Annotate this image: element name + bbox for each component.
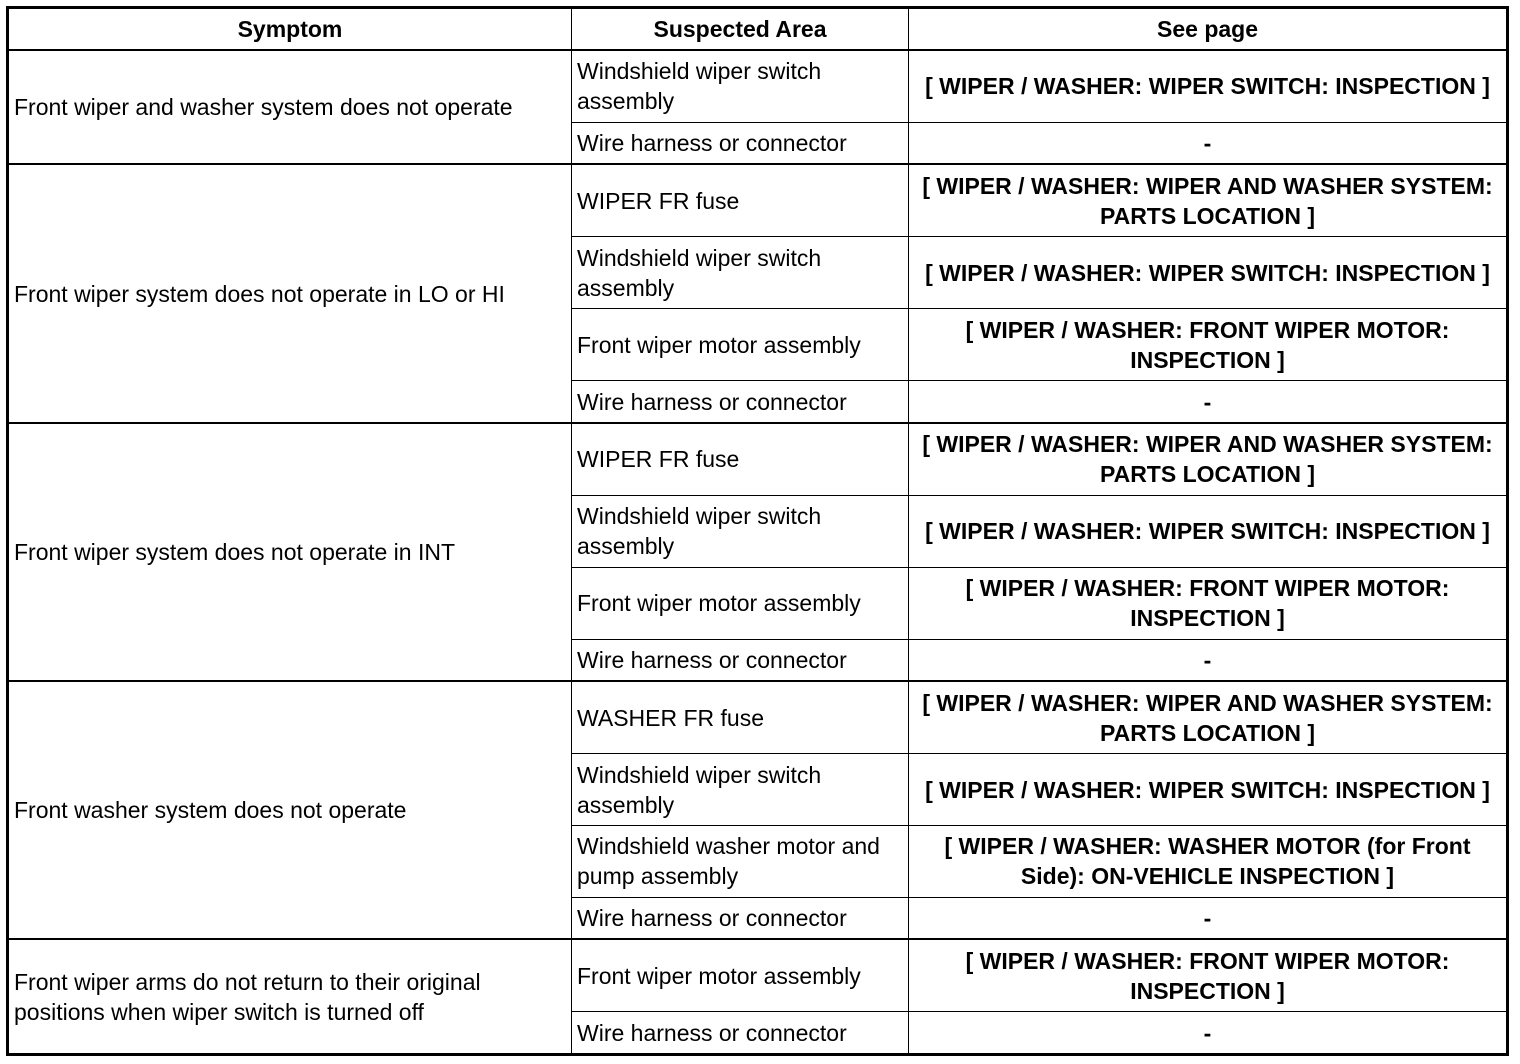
header-row — [8, 8, 1508, 51]
suspected-area-cell: Wire harness or connector — [572, 897, 909, 939]
suspected-area-cell: Windshield wiper switch assembly — [572, 237, 909, 309]
see-page-link[interactable]: [ WIPER / WASHER: WASHER MOTOR (for Front Side): ON-VEHICLE INSPECTION ] — [909, 825, 1508, 897]
header-see-page: See page — [909, 8, 1508, 51]
suspected-area-cell: Windshield wiper switch assembly — [572, 495, 909, 567]
see-page-cell: - — [909, 381, 1508, 423]
symptom-group — [8, 50, 1508, 164]
see-page-cell: - — [909, 122, 1508, 164]
suspected-area-cell: WASHER FR fuse — [572, 681, 909, 753]
suspected-area-cell: Windshield wiper switch assembly — [572, 50, 909, 122]
symptom-cell: Front wiper system does not operate in LO or HI — [8, 164, 572, 422]
suspected-area-cell: Windshield washer motor and pump assembly — [572, 825, 909, 897]
suspected-area-cell: Front wiper motor assembly — [572, 309, 909, 381]
see-page-link[interactable]: [ WIPER / WASHER: FRONT WIPER MOTOR: INSPECTION ] — [909, 309, 1508, 381]
table-row — [8, 681, 1508, 753]
suspected-area-cell: WIPER FR fuse — [572, 423, 909, 495]
header-suspected-area: Suspected Area — [572, 8, 909, 51]
suspected-area-cell: Windshield wiper switch assembly — [572, 754, 909, 826]
see-page-cell: - — [909, 1012, 1508, 1055]
see-page-link[interactable]: [ WIPER / WASHER: FRONT WIPER MOTOR: INSPECTION ] — [909, 567, 1508, 639]
symptom-cell: Front washer system does not operate — [8, 681, 572, 939]
suspected-area-cell: Wire harness or connector — [572, 381, 909, 423]
suspected-area-cell: WIPER FR fuse — [572, 164, 909, 236]
see-page-link[interactable]: [ WIPER / WASHER: WIPER SWITCH: INSPECTION ] — [909, 50, 1508, 122]
see-page-link[interactable]: [ WIPER / WASHER: WIPER SWITCH: INSPECTION ] — [909, 754, 1508, 826]
see-page-link[interactable]: [ WIPER / WASHER: WIPER AND WASHER SYSTEM: PARTS LOCATION ] — [909, 423, 1508, 495]
table-row — [8, 423, 1508, 495]
symptom-cell: Front wiper arms do not return to their original positions when wiper switch is turned off — [8, 939, 572, 1054]
suspected-area-cell: Front wiper motor assembly — [572, 567, 909, 639]
see-page-cell: - — [909, 639, 1508, 681]
see-page-link[interactable]: [ WIPER / WASHER: WIPER AND WASHER SYSTEM: PARTS LOCATION ] — [909, 681, 1508, 753]
see-page-link[interactable]: [ WIPER / WASHER: WIPER AND WASHER SYSTEM: PARTS LOCATION ] — [909, 164, 1508, 236]
symptom-group — [8, 164, 1508, 422]
see-page-link[interactable]: [ WIPER / WASHER: WIPER SWITCH: INSPECTION ] — [909, 495, 1508, 567]
suspected-area-cell: Wire harness or connector — [572, 1012, 909, 1055]
symptom-group — [8, 681, 1508, 939]
symptom-table — [6, 6, 1509, 1056]
see-page-cell: - — [909, 897, 1508, 939]
symptom-group — [8, 939, 1508, 1054]
table-row — [8, 939, 1508, 1011]
suspected-area-cell: Wire harness or connector — [572, 122, 909, 164]
suspected-area-cell: Wire harness or connector — [572, 639, 909, 681]
table-row — [8, 164, 1508, 236]
symptom-cell: Front wiper system does not operate in INT — [8, 423, 572, 681]
table-row — [8, 50, 1508, 122]
symptom-cell: Front wiper and washer system does not operate — [8, 50, 572, 164]
suspected-area-cell: Front wiper motor assembly — [572, 939, 909, 1011]
see-page-link[interactable]: [ WIPER / WASHER: WIPER SWITCH: INSPECTION ] — [909, 237, 1508, 309]
see-page-link[interactable]: [ WIPER / WASHER: FRONT WIPER MOTOR: INSPECTION ] — [909, 939, 1508, 1011]
symptom-group — [8, 423, 1508, 681]
header-symptom: Symptom — [8, 8, 572, 51]
